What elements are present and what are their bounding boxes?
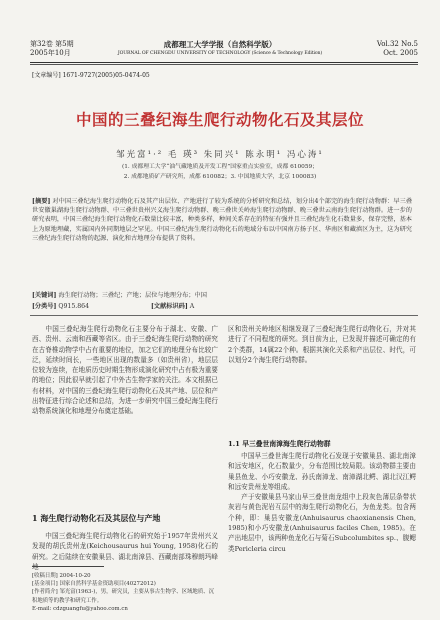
article-number: [文章编号] 1671-9727(2005)05-0474-05 xyxy=(32,72,150,79)
journal-name-cn: 成都理工大学学报（自然科学版） xyxy=(163,40,277,49)
date-en: Oct. 2005 xyxy=(383,49,418,57)
footnote-rule xyxy=(32,566,104,567)
intro-paragraph: 中国三叠纪海生爬行动物化石主要分布于湖北、安徽、广西、贵州、云南和西藏等省区。由于三叠纪海生爬行动物的研究在古脊椎动物学中占有重要的地位，加之它们的地理分布比较广泛，延续时间长，一些地区出现的数量多（如贵州省），地层层位较为连续，在地质历史时期生物形成演化研究中占有极为重要的地位；因此很早就引起了中外古生物学家的关注。本文根据已有材料，对中国的三叠纪海生爬行动物化石及其产地、层位和产出特征进行综合论述和总结，为进一步研究中国三叠纪海生爬行动物系统演化和地理分布奠定基础。 xyxy=(32,325,218,416)
subsection-paragraph: 产于安徽巢县马家山早三叠世南龙组中上段灰色薄层条带状灰岩与黄色泥岩互层中的海生爬行动物化石，为鱼龙类。包含两个种，即：巢县安徽龙(Anhuisaurus chaoxianensis Chen, 1985)和小巧安徽龙(Anhuisaurus faciles Chen, 1985)。在产出地层中，该两种鱼龙化石与菊石Subcolumbites sp.、腹鳃类Pericleria circu xyxy=(228,493,416,553)
subsection-paragraphs xyxy=(228,451,416,554)
keywords-label: [关键词] xyxy=(32,292,57,299)
header-rule xyxy=(30,62,418,63)
affiliations xyxy=(0,162,440,182)
date-cn: 2005年10月 xyxy=(30,49,71,57)
affiliation-line: 2. 成都地质矿产研究所，成都 610082；3. 中国地质大学，北京 100083) xyxy=(123,174,317,180)
section-heading: 1 海生爬行动物化石及其层位与产地 xyxy=(32,513,161,523)
authors: 邹光富¹·² 毛 瑛³ 朱同兴¹ 陈永明¹ 冯心涛¹ xyxy=(116,150,324,160)
abstract-label: [摘要] xyxy=(32,198,51,205)
subsection-paragraph: 中国早三叠世海生爬行动物化石发现于安徽巢县、湖北南漳和远安地区，化石数量少，分布范围比较局限。该动物群主要由巢县鱼龙、小巧安徽龙、孙氏南漳龙、南漳湖北鳄、湖北汉江鳄和远安贵州龙等组成。 xyxy=(228,452,416,491)
header-rule-thin xyxy=(30,64,418,65)
footnote xyxy=(32,572,218,613)
clc-label: [分类号] xyxy=(32,303,57,310)
abstract-rule xyxy=(30,315,418,316)
header-center xyxy=(110,40,330,58)
header-right xyxy=(377,40,418,58)
abstract-text: 对中国三叠纪海生爬行动物化石及其产出层位、产地进行了较为系统的分析研究和总结，划分出4个部完的海生爬行动物群：早三叠世安徽巢湖海生爬行动物群、中三叠世贵州兴义海生爬行动物群、晚三叠世关岭海生爬行动物群、晚三叠世云南海生爬行动物群。进一步的研究表明，中国三叠纪海生爬行动物化石数量比较丰富，种类多样，种间关系存在的特征有强并且三叠纪海生化石数量多，保存完整，基本上为原地埋藏，实属国内外同期地层之罕见。中国三叠纪海生爬行动物化石的地域分布以中国南方扬子区、华南区和藏滇区为主，这为研究三叠纪海生爬行动物的起源、演化和古地理分布提供了资料。 xyxy=(32,198,413,242)
volume-en: Vol.32 No.5 xyxy=(376,40,418,48)
doc-code-label: [文献标识码] xyxy=(151,303,188,310)
author-bio: [作者简介] 邹光富(1963-)，男，研究员，主要从事古生物学、区域地质、沉积地质等的教学和研究工作。 xyxy=(32,589,214,604)
header-left xyxy=(30,40,74,58)
intro-paragraph-continued: 区和贵州关岭地区相继发现了三叠纪海生爬行动物化石，并对其进行了不同程度的研究。到目前为止，已发现并描述可确定的有2个类群，14属22个种。根据其演化关系和产出层位、时代，可以划分2个海生爬行动物群。 xyxy=(228,325,416,364)
abstract xyxy=(32,197,412,243)
doc-code-value: A xyxy=(189,303,195,310)
volume-issue: 第32卷 第5期 xyxy=(30,40,74,48)
author-email: E-mail: cdzguangfu@yahoo.com.cn xyxy=(32,605,128,612)
keywords-text: 海生爬行动物；三叠纪；产地；层位与地理分布；中国 xyxy=(58,292,207,299)
fund-project: [基金项目] 国家自然科学基金资助项目(40272012) xyxy=(32,581,156,588)
affiliation-line: (1. 成都理工大学“油气藏地质及开发工程”国家重点实验室，成都 610059； xyxy=(121,164,319,170)
clc-value: Q915.864 xyxy=(58,303,90,310)
keywords xyxy=(32,291,412,300)
received-date: [收稿日期] 2004-10-20 xyxy=(32,573,91,579)
subsection-heading: 1.1 早三叠世南漳海生爬行动物群 xyxy=(228,440,331,448)
section1-paragraph: 中国三叠纪海生爬行动物化石的研究始于1957年贵州兴义发现的胡氏贵州龙(Keichousaurus hui Young, 1958)化石的研究。之后陆续在安徽巢县、湖北南漳县、西藏南部珠穆朗玛峰地 xyxy=(32,532,218,571)
journal-name-en: JOURNAL OF CHENGDU UNIVERSITY OF TECHNOLOGY (Science & Technology Edition) xyxy=(117,51,323,56)
classification xyxy=(32,302,412,311)
paper-title: 中国的三叠纪海生爬行动物化石及其层位 xyxy=(75,110,364,129)
